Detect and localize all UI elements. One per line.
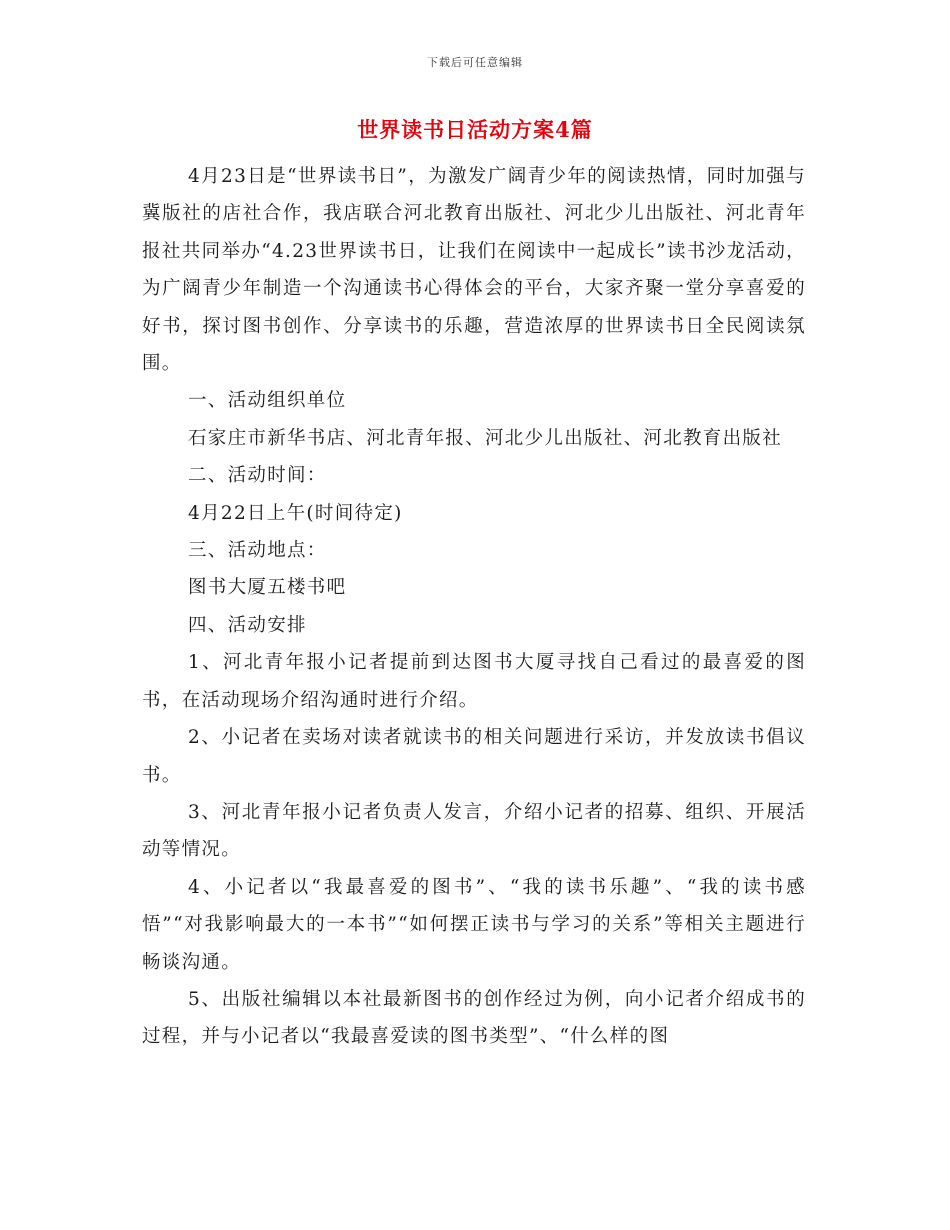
location-paragraph: 图书大厦五楼书吧 — [188, 577, 347, 599]
section-heading-schedule: 四、活动安排 — [188, 614, 307, 636]
intro-paragraph: 4月23日是“世界读书日”，为激发广阔青少年的阅读热情，同时加强与冀版社的店社合作，我店联合河北教育出版社、河北少儿出版社、河北青年报社共同举办“4.23世界读书日，让我们在阅读中一起成长”读书沙龙活动，为广阔青少年制造一个沟通读书心得体会的平台，大家齐聚一堂分享喜爱的好书，探讨图书创作、分享读书的乐趣，营造浓厚的世界读书日全民阅读氛围。 — [142, 166, 806, 375]
document-title: 世界读书日活动方案4篇 — [357, 117, 593, 142]
organizers-paragraph: 石家庄市新华书店、河北青年报、河北少儿出版社、河北教育出版社 — [188, 427, 783, 449]
schedule-item-4: 4、小记者以“我最喜爱的图书”、“我的读书乐趣”、“我的读书感悟”“对我影响最大的一本书”“如何摆正读书与学习的关系”等相关主题进行畅谈沟通。 — [142, 876, 806, 973]
schedule-item-2: 2、小记者在卖场对读者就读书的相关问题进行采访，并发放读书倡议书。 — [142, 727, 806, 786]
schedule-item-5: 5、出版社编辑以本社最新图书的创作经过为例，向小记者介绍成书的过程，并与小记者以“我最喜爱读的图书类型”、“什么样的图 — [142, 988, 806, 1048]
time-paragraph: 4月22日上午(时间待定) — [188, 502, 403, 524]
page-header-note: 下载后可任意编辑 — [427, 56, 523, 69]
schedule-item-1: 1、河北青年报小记者提前到达图书大厦寻找自己看过的最喜爱的图书，在活动现场介绍沟通时进行介绍。 — [142, 652, 806, 711]
section-heading-location: 三、活动地点： — [188, 540, 327, 562]
section-heading-time: 二、活动时间： — [188, 465, 327, 487]
document-body — [142, 158, 806, 1056]
section-heading-organizers: 一、活动组织单位 — [188, 390, 347, 412]
schedule-item-3: 3、河北青年报小记者负责人发言，介绍小记者的招募、组织、开展活动等情况。 — [142, 801, 806, 861]
